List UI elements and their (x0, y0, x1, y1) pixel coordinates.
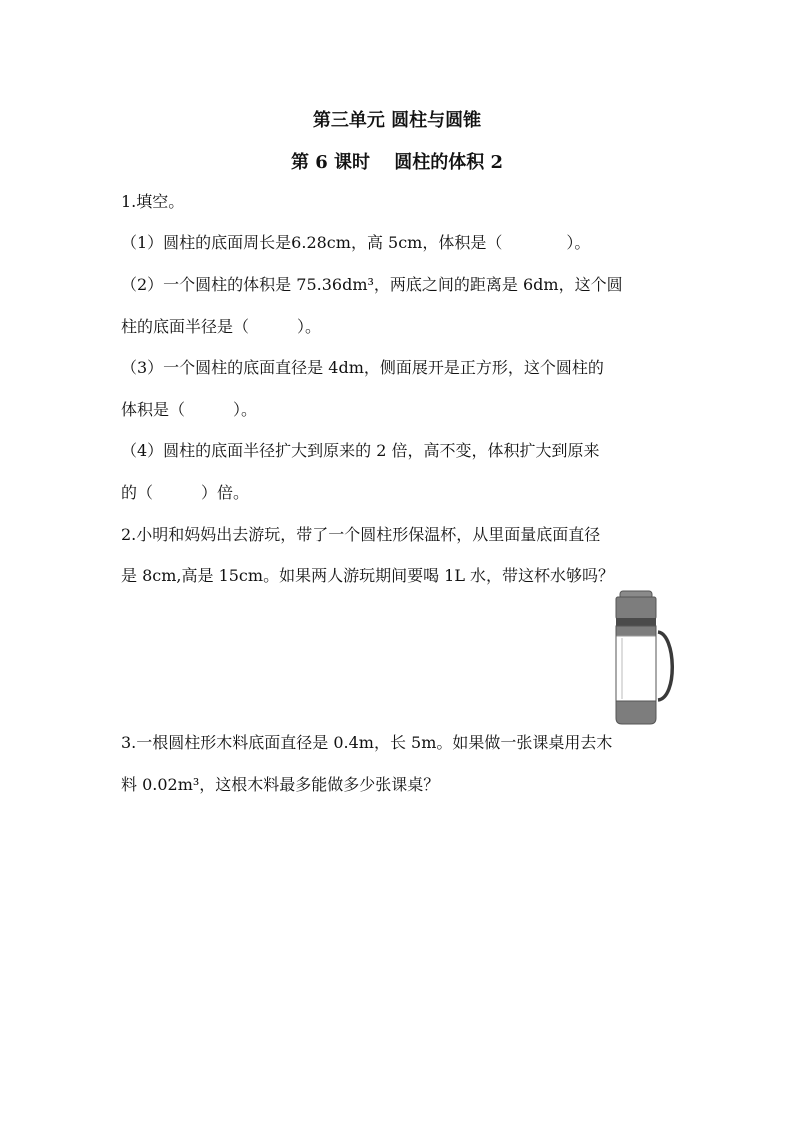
question-1-item-2-line-1: （2）一个圆柱的体积是 75.36dm³，两底之间的距离是 6dm，这个圆 (121, 275, 623, 294)
question-2-line-2: 是 8cm,高是 15cm。如果两人游玩期间要喝 1L 水，带这杯水够吗？ (121, 566, 615, 585)
question-1-item-1: （1）圆柱的底面周长是6.28cm，高 5cm，体积是（ ）。 (121, 233, 591, 252)
question-3-line-1: 3.一根圆柱形木料底面直径是 0.4m，长 5m。如果做一张课桌用去木 (121, 733, 613, 752)
thermos-band (616, 618, 656, 626)
question-1-item-4-line-1: （4）圆柱的底面半径扩大到原来的 2 倍，高不变，体积扩大到原来 (121, 441, 600, 460)
question-2-line-1: 2.小明和妈妈出去游玩，带了一个圆柱形保温杯，从里面量底面直径 (121, 525, 601, 544)
question-1-item-4-line-2: 的（ ）倍。 (121, 483, 250, 502)
question-1-item-2-line-2: 柱的底面半径是（ ）。 (121, 317, 322, 336)
lesson-title: 第 6 课时 圆柱的体积 2 (290, 152, 504, 173)
question-1-heading: 1.填空。 (121, 192, 185, 211)
unit-title: 第三单元 圆柱与圆锥 (312, 110, 482, 131)
question-3-line-2: 料 0.02m³，这根木料最多能做多少张课桌？ (121, 775, 440, 794)
question-1-item-3-line-2: 体积是（ ）。 (121, 400, 258, 419)
question-1-item-3-line-1: （3）一个圆柱的底面直径是 4dm，侧面展开是正方形，这个圆柱的 (121, 358, 604, 377)
thermos-bottle-illustration (606, 590, 676, 725)
thermos-cap (616, 597, 656, 619)
thermos-handle (658, 632, 672, 700)
thermos-base (616, 701, 656, 724)
thermos-upper-body (616, 626, 656, 636)
